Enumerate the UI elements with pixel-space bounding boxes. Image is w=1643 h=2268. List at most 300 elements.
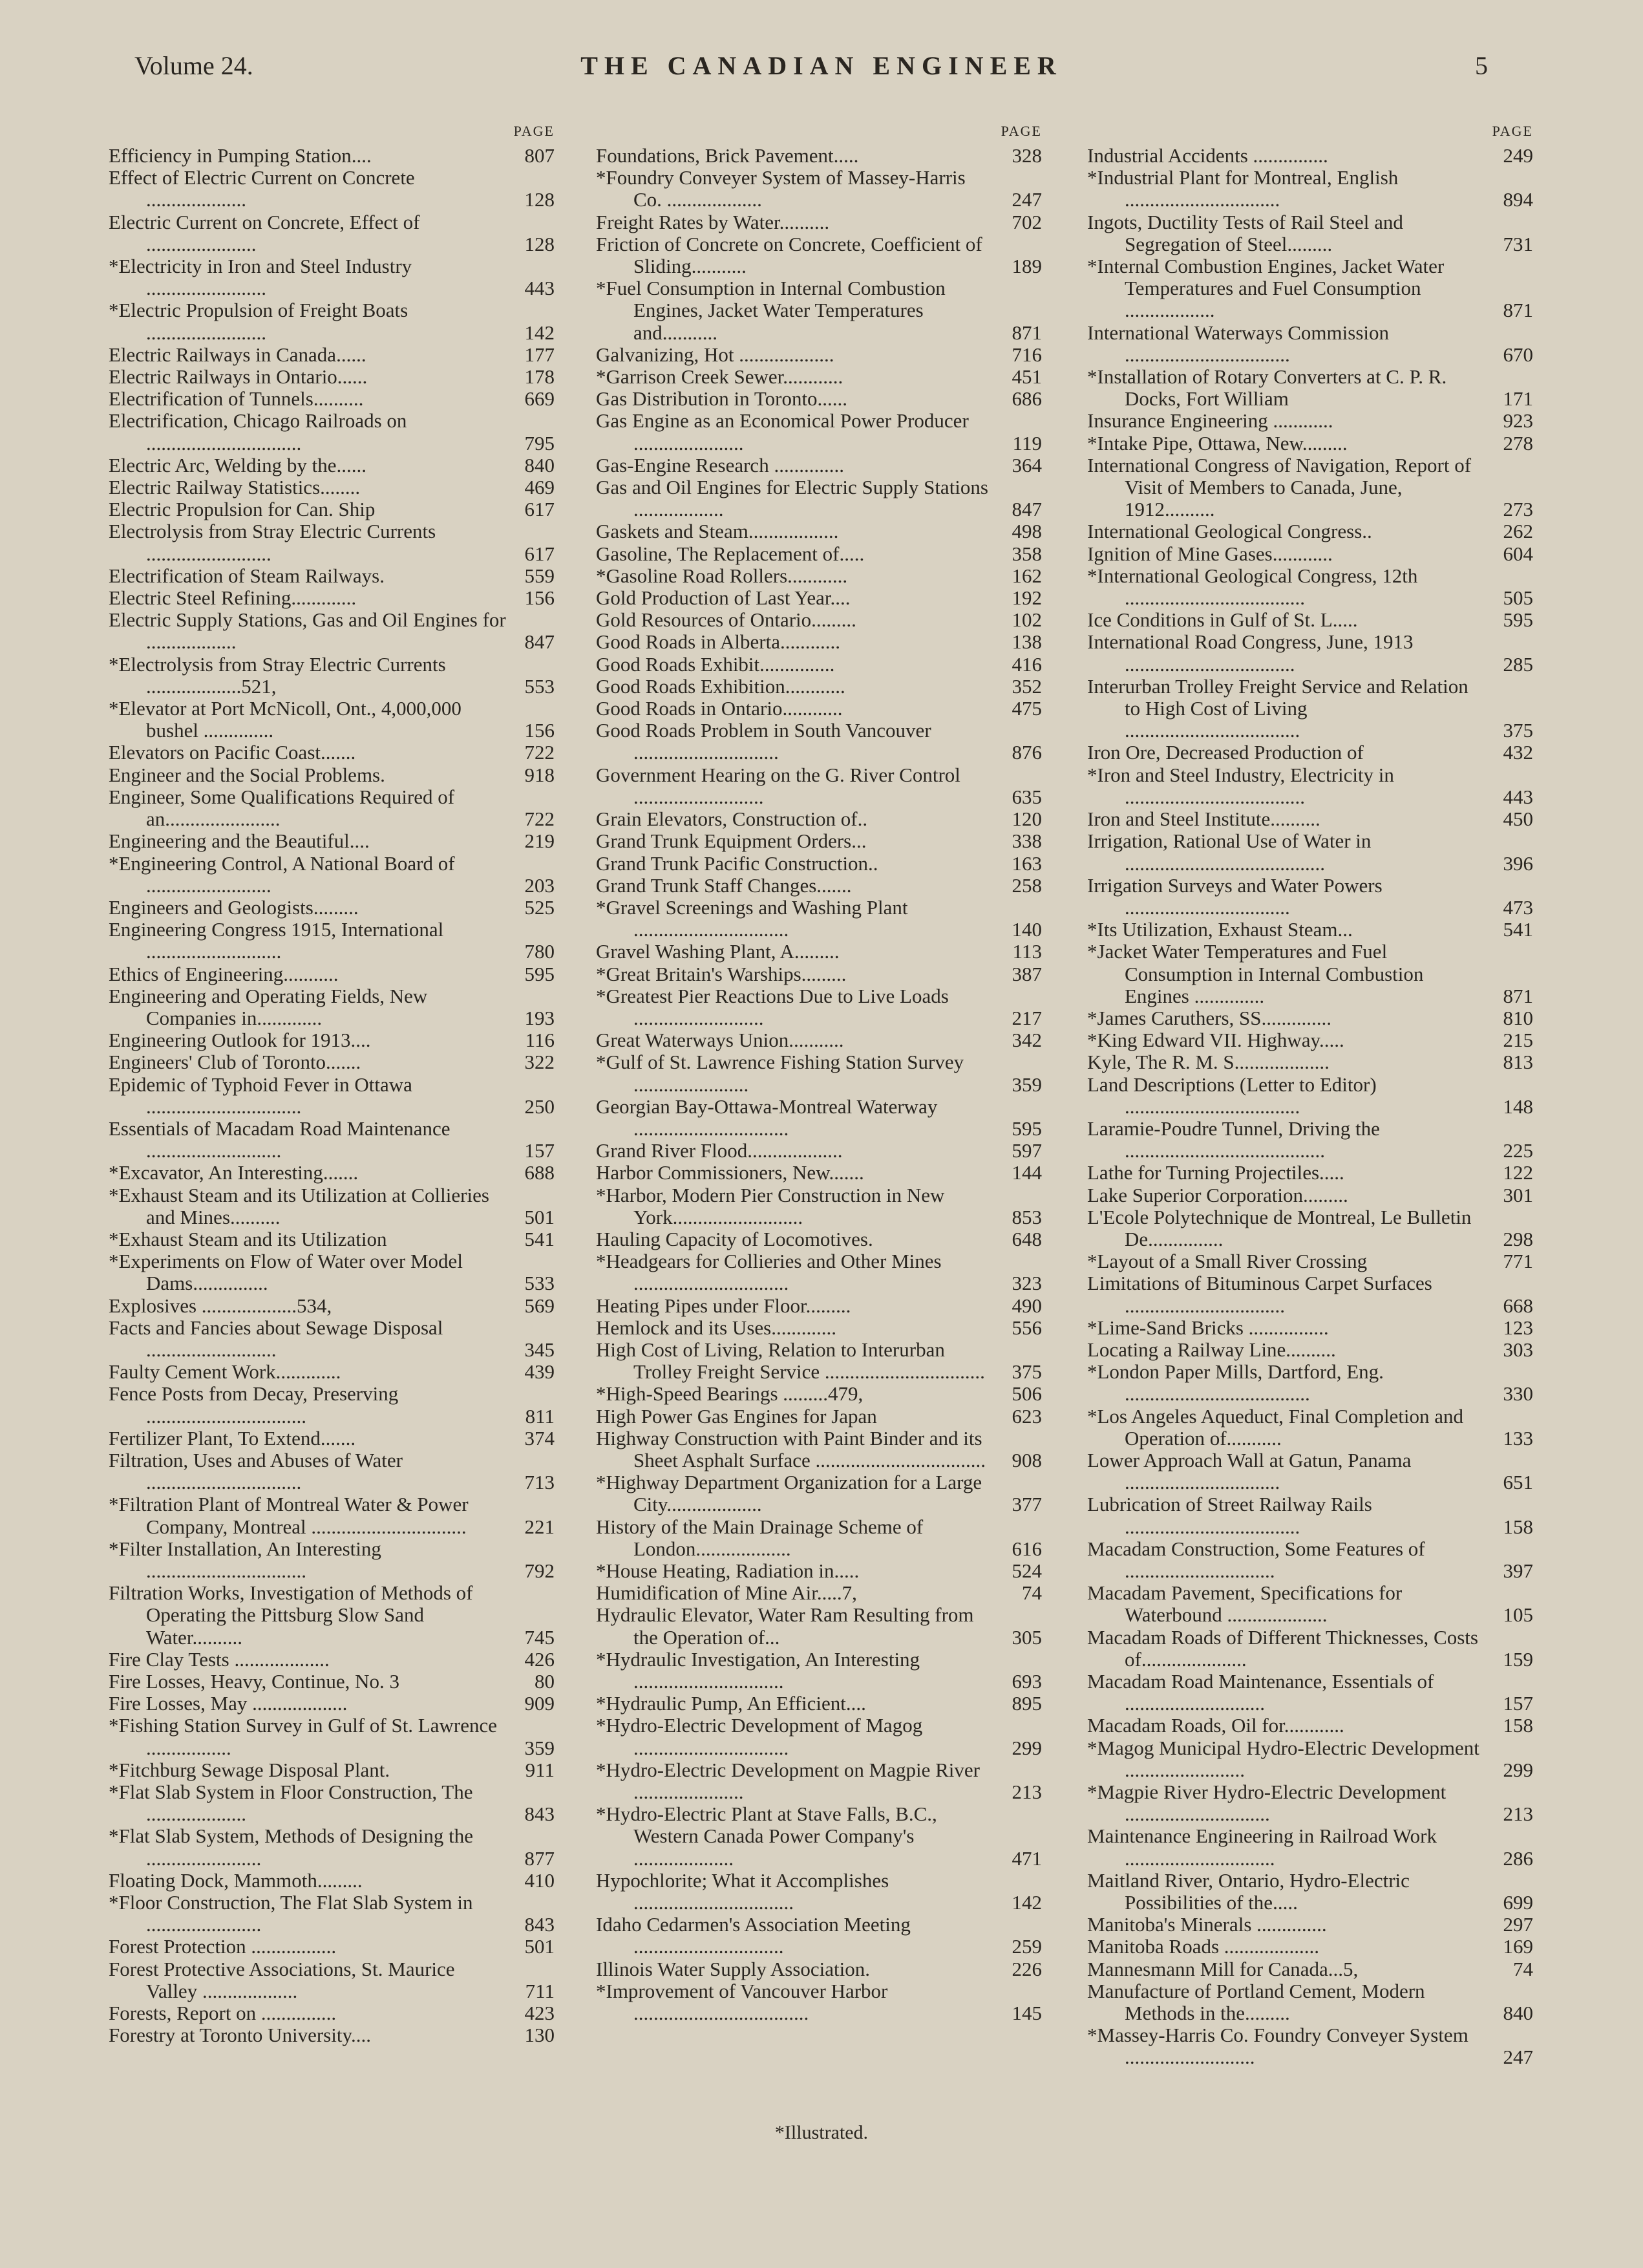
entry-page-number: 301 <box>1503 1183 1533 1206</box>
entry-page-number: 443 <box>1503 785 1533 808</box>
entry-text: *Installation of Rotary Converters at C. P. R. Docks, Fort William <box>1087 365 1447 411</box>
entry-page-number: 358 <box>1012 542 1042 565</box>
entry-text: *Hydro-Electric Plant at Stave Falls, B.C., Western Canada Power Company's .................... <box>596 1803 937 1870</box>
entry-text: Macadam Roads of Different Thicknesses, Costs of..................... <box>1087 1625 1478 1671</box>
index-entry <box>109 897 555 919</box>
index-entry <box>109 1228 555 1250</box>
entry-page-number: 670 <box>1503 343 1533 366</box>
index-entry <box>1087 322 1533 366</box>
entry-page-number: 159 <box>1503 1647 1533 1671</box>
entry-text: *Experiments on Flow of Water over Model Dams............... <box>109 1250 463 1295</box>
index-entry <box>596 1162 1042 1184</box>
index-entry <box>1087 1074 1533 1118</box>
entry-page-number: 853 <box>1012 1205 1042 1228</box>
journal-title: THE CANADIAN ENGINEER <box>580 51 1063 80</box>
entry-page-number: 375 <box>1012 1360 1042 1384</box>
entry-page-number: 193 <box>524 1006 555 1029</box>
entry-text: Georgian Bay-Ottawa-Montreal Waterway ............................... <box>596 1095 938 1140</box>
index-entry <box>1087 455 1533 521</box>
index-entry <box>596 1295 1042 1317</box>
entry-page-number: 322 <box>524 1051 555 1074</box>
index-entry <box>1087 1737 1533 1781</box>
entry-page-number: 840 <box>1503 2002 1533 2025</box>
entry-page-number: 451 <box>1012 365 1042 389</box>
entry-page-number: 810 <box>1503 1006 1533 1029</box>
index-entry <box>109 1825 555 1869</box>
entry-text: Facts and Fancies about Sewage Disposal .......................... <box>109 1316 443 1361</box>
index-entry <box>596 587 1042 609</box>
entry-text: Engineer, Some Qualifications Required of an....................... <box>109 785 455 831</box>
entry-page-number: 595 <box>524 962 555 985</box>
index-entry <box>596 1339 1042 1383</box>
entry-page-number: 192 <box>1012 586 1042 610</box>
entry-text: Government Hearing on the G. River Control .......................... <box>596 763 960 808</box>
index-column-3 <box>1087 123 1533 2069</box>
entry-text: Galvanizing, Hot ................... <box>596 343 834 366</box>
index-entry <box>109 1870 555 1892</box>
entry-text: Land Descriptions (Letter to Editor) ................................... <box>1087 1073 1377 1118</box>
entry-text: Gasoline, The Replacement of..... <box>596 542 865 565</box>
entry-page-number: 918 <box>524 763 555 786</box>
entry-page-number: 113 <box>1012 940 1042 963</box>
entry-page-number: 396 <box>1503 851 1533 875</box>
entry-page-number: 410 <box>524 1868 555 1892</box>
entry-page-number: 423 <box>524 2002 555 2025</box>
index-entry <box>596 277 1042 344</box>
entry-text: *Fishing Station Survey in Gulf of St. Lawrence ................. <box>109 1714 497 1759</box>
entry-page-number: 556 <box>1012 1316 1042 1339</box>
entry-text: *Electric Propulsion of Freight Boats ........................ <box>109 299 408 344</box>
entry-page-number: 908 <box>1012 1448 1042 1471</box>
entry-text: *Lime-Sand Bricks ................ <box>1087 1316 1329 1339</box>
index-entry <box>1087 1029 1533 1051</box>
entry-text: Engineers and Geologists......... <box>109 895 359 919</box>
index-entry <box>109 985 555 1029</box>
entry-page-number: 795 <box>524 431 555 455</box>
entry-page-number: 140 <box>1012 918 1042 941</box>
entry-text: Electric Railway Statistics........ <box>109 476 361 499</box>
entry-text: Essentials of Macadam Road Maintenance ........................... <box>109 1117 450 1162</box>
entry-page-number: 471 <box>1012 1846 1042 1870</box>
entry-text: *Internal Combustion Engines, Jacket Water Temperatures and Fuel Consumption .................. <box>1087 255 1445 322</box>
index-entry <box>596 676 1042 698</box>
entry-text: Forest Protective Associations, St. Maurice Valley ................... <box>109 1957 455 2002</box>
entry-page-number: 894 <box>1503 188 1533 211</box>
entry-page-number: 342 <box>1012 1029 1042 1052</box>
entry-page-number: 877 <box>524 1846 555 1870</box>
index-entry <box>1087 676 1533 742</box>
index-entry <box>109 1958 555 2002</box>
entry-text: *Floor Construction, The Flat Slab System in ....................... <box>109 1891 473 1936</box>
entry-text: *Foundry Conveyer System of Massey-Harris Co. ................... <box>596 166 966 211</box>
index-entry <box>109 2002 555 2024</box>
index-entry <box>1087 1538 1533 1582</box>
entry-page-number: 771 <box>1503 1250 1533 1273</box>
index-entry <box>596 1649 1042 1693</box>
entry-text: Hydraulic Elevator, Water Ram Resulting from the Operation of... <box>596 1603 974 1649</box>
index-entry <box>109 455 555 476</box>
entry-text: Good Roads Exhibition............ <box>596 674 845 698</box>
entry-text: Electrolysis from Stray Electric Currents ......................... <box>109 520 436 565</box>
entry-text: Irrigation Surveys and Water Powers ................................. <box>1087 873 1383 919</box>
page-column-heading: PAGE <box>1492 123 1533 139</box>
index-entry <box>109 1892 555 1936</box>
entry-page-number: 505 <box>1503 586 1533 610</box>
entry-text: Electrification of Tunnels.......... <box>109 387 364 411</box>
entry-page-number: 498 <box>1012 520 1042 543</box>
entry-page-number: 177 <box>524 343 555 366</box>
entry-text: Highway Construction with Paint Binder and its Sheet Asphalt Surface .................................. <box>596 1426 986 1471</box>
entry-page-number: 911 <box>525 1758 555 1781</box>
index-entry <box>596 1184 1042 1228</box>
index-entry <box>109 587 555 609</box>
index-entry <box>596 388 1042 410</box>
index-entry <box>1087 520 1533 542</box>
index-column-2 <box>596 123 1042 2024</box>
entry-text: Insurance Engineering ............ <box>1087 409 1333 433</box>
entry-page-number: 475 <box>1012 697 1042 720</box>
index-entry <box>109 853 555 897</box>
entry-text: Limitations of Bituminous Carpet Surfaces ................................ <box>1087 1272 1432 1317</box>
entry-page-number: 648 <box>1012 1227 1042 1250</box>
entry-text: Irrigation, Rational Use of Water in ........................................ <box>1087 829 1372 875</box>
index-entry <box>1087 1339 1533 1361</box>
entry-text: *Gasoline Road Rollers............ <box>596 564 848 587</box>
index-entry <box>1087 1250 1533 1272</box>
page-column-heading: PAGE <box>1001 123 1042 139</box>
entry-text: *Fitchburg Sewage Disposal Plant. <box>109 1758 390 1781</box>
entry-page-number: 213 <box>1012 1781 1042 1804</box>
entry-page-number: 595 <box>1012 1117 1042 1140</box>
entry-page-number: 145 <box>1012 2002 1042 2025</box>
entry-page-number: 305 <box>1012 1625 1042 1649</box>
index-entry <box>596 830 1042 852</box>
index-entry <box>109 963 555 985</box>
index-entry <box>1087 433 1533 455</box>
entry-text: *Exhaust Steam and its Utilization <box>109 1227 387 1250</box>
entry-page-number: 668 <box>1503 1294 1533 1317</box>
entry-page-number: 541 <box>1503 918 1533 941</box>
index-entry <box>109 1250 555 1294</box>
entry-text: Lathe for Turning Projectiles..... <box>1087 1161 1344 1184</box>
entry-page-number: 298 <box>1503 1227 1533 1250</box>
entry-page-number: 635 <box>1012 785 1042 808</box>
index-entry <box>109 299 555 343</box>
entry-text: Engineering Outlook for 1913.... <box>109 1029 371 1052</box>
entry-page-number: 559 <box>524 564 555 587</box>
entry-text: *Electrolysis from Stray Electric Currents ...................521, <box>109 652 446 698</box>
entry-text: Great Waterways Union........... <box>596 1029 844 1052</box>
entry-page-number: 299 <box>1012 1736 1042 1759</box>
entry-page-number: 595 <box>1503 608 1533 632</box>
entry-page-number: 74 <box>1022 1581 1042 1605</box>
index-entry <box>109 609 555 653</box>
index-entry <box>1087 1406 1533 1450</box>
index-entry <box>1087 1361 1533 1405</box>
index-entry <box>109 830 555 852</box>
index-entry <box>596 1560 1042 1582</box>
index-entry <box>1087 543 1533 565</box>
entry-page-number: 286 <box>1503 1846 1533 1870</box>
index-entry <box>1087 1870 1533 1914</box>
index-entry <box>109 366 555 388</box>
entry-page-number: 303 <box>1503 1338 1533 1361</box>
entry-page-number: 359 <box>1012 1073 1042 1096</box>
entry-page-number: 651 <box>1503 1471 1533 1494</box>
index-entry <box>1087 1118 1533 1162</box>
entry-text: Gas Engine as an Economical Power Producer ...................... <box>596 409 969 455</box>
entry-page-number: 813 <box>1503 1051 1533 1074</box>
index-entry <box>1087 1493 1533 1537</box>
entry-text: Lubrication of Street Railway Rails ................................... <box>1087 1493 1372 1538</box>
entry-page-number: 811 <box>525 1404 555 1428</box>
entry-text: *Garrison Creek Sewer............ <box>596 365 843 389</box>
index-entry <box>596 1140 1042 1162</box>
entry-page-number: 843 <box>524 1913 555 1936</box>
entry-text: Fence Posts from Decay, Preserving ................................ <box>109 1382 399 1428</box>
index-entry <box>596 808 1042 830</box>
entry-text: *Electricity in Iron and Steel Industry ........................ <box>109 255 412 300</box>
entry-page-number: 273 <box>1503 498 1533 521</box>
entry-text: Faulty Cement Work............. <box>109 1360 341 1384</box>
entry-text: Fire Clay Tests ................... <box>109 1647 330 1671</box>
index-entry <box>596 631 1042 653</box>
index-entry <box>596 366 1042 388</box>
entry-page-number: 259 <box>1012 1935 1042 1958</box>
entry-text: Explosives ...................534, <box>109 1294 332 1317</box>
entry-text: Macadam Pavement, Specifications for Waterbound .................... <box>1087 1581 1403 1627</box>
index-entry <box>1087 764 1533 808</box>
index-entry <box>596 543 1042 565</box>
entry-text: Foundations, Brick Pavement..... <box>596 144 859 167</box>
index-entry <box>109 654 555 698</box>
entry-text: Macadam Road Maintenance, Essentials of ............................ <box>1087 1670 1434 1715</box>
index-entry <box>1087 255 1533 322</box>
entry-text: Epidemic of Typhoid Fever in Ottawa ............................... <box>109 1073 412 1118</box>
entry-text: *Flat Slab System, Methods of Designing the ....................... <box>109 1824 474 1870</box>
entry-page-number: 432 <box>1503 741 1533 764</box>
index-entry <box>109 742 555 764</box>
entry-text: Fire Losses, Heavy, Continue, No. 3 <box>109 1670 400 1693</box>
index-entry <box>596 1317 1042 1339</box>
index-entry <box>109 1162 555 1184</box>
index-entry <box>596 897 1042 941</box>
index-entry <box>109 786 555 830</box>
entry-text: Filtration, Uses and Abuses of Water ............................... <box>109 1448 403 1494</box>
entry-text: Ethics of Engineering........... <box>109 962 339 985</box>
entry-text: Manitoba's Minerals .............. <box>1087 1913 1327 1936</box>
entry-page-number: 871 <box>1503 299 1533 322</box>
entry-page-number: 226 <box>1012 1957 1042 1980</box>
entry-text: Engineering and the Beautiful.... <box>109 829 370 853</box>
entry-text: Interurban Trolley Freight Service and Relation to High Cost of Living ................................... <box>1087 674 1468 742</box>
index-entry <box>596 1604 1042 1648</box>
index-entry <box>596 1914 1042 1958</box>
entry-text: *Exhaust Steam and its Utilization at Collieries and Mines.......... <box>109 1183 489 1228</box>
index-entry <box>1087 145 1533 167</box>
entry-page-number: 142 <box>1012 1891 1042 1914</box>
index-entry <box>109 211 555 255</box>
index-entry <box>109 1493 555 1537</box>
entry-text: Gas Distribution in Toronto...... <box>596 387 848 411</box>
entry-text: High Cost of Living, Relation to Interurban Trolley Freight Service ................................ <box>596 1338 985 1384</box>
index-entry <box>596 1428 1042 1471</box>
index-entry <box>1087 1781 1533 1825</box>
index-entry <box>596 764 1042 808</box>
entry-text: *Gravel Screenings and Washing Plant ............................... <box>596 895 908 941</box>
entry-text: Macadam Construction, Some Features of .............................. <box>1087 1537 1425 1582</box>
entry-page-number: 102 <box>1012 608 1042 632</box>
index-entry <box>109 410 555 454</box>
entry-page-number: 745 <box>524 1625 555 1649</box>
entry-text: *London Paper Mills, Dartford, Eng. ..................................... <box>1087 1360 1384 1406</box>
index-entry <box>596 145 1042 167</box>
index-entry <box>596 1980 1042 2024</box>
index-entry <box>109 255 555 299</box>
page-header <box>0 50 1643 89</box>
illustrated-footnote: *Illustrated. <box>774 2122 869 2143</box>
index-entry <box>596 1406 1042 1428</box>
entry-text: Idaho Cedarmen's Association Meeting .............................. <box>596 1913 911 1958</box>
entry-text: Manitoba Roads ................... <box>1087 1935 1320 1958</box>
index-entry <box>596 609 1042 631</box>
entry-text: High Power Gas Engines for Japan <box>596 1404 877 1428</box>
index-entry <box>109 764 555 786</box>
entry-page-number: 359 <box>524 1736 555 1759</box>
entry-page-number: 909 <box>524 1692 555 1715</box>
entry-list <box>1087 145 1533 2069</box>
index-entry <box>1087 941 1533 1007</box>
index-entry <box>596 1958 1042 1980</box>
index-entry <box>109 1538 555 1582</box>
entry-page-number: 203 <box>524 873 555 897</box>
index-entry <box>596 1516 1042 1560</box>
entry-text: *Flat Slab System in Floor Construction, The .................... <box>109 1781 473 1826</box>
index-entry <box>1087 919 1533 941</box>
entry-page-number: 780 <box>524 940 555 963</box>
entry-text: Gas-Engine Research .............. <box>596 453 844 476</box>
index-entry <box>109 2024 555 2046</box>
index-entry <box>596 941 1042 963</box>
entry-text: *Magog Municipal Hydro-Electric Development ........................ <box>1087 1736 1479 1781</box>
entry-text: *Engineering Control, A National Board of ......................... <box>109 851 455 897</box>
index-entry <box>596 167 1042 211</box>
index-entry <box>1087 1958 1533 1980</box>
entry-text: Electrification, Chicago Railroads on ............................... <box>109 409 407 455</box>
entry-page-number: 123 <box>1503 1316 1533 1339</box>
page-column-heading: PAGE <box>513 123 555 139</box>
index-entry <box>1087 1272 1533 1316</box>
index-entry <box>109 698 555 742</box>
entry-page-number: 617 <box>524 542 555 565</box>
entry-page-number: 847 <box>1012 498 1042 521</box>
index-entry <box>1087 1582 1533 1626</box>
entry-page-number: 616 <box>1012 1537 1042 1560</box>
entry-text: Harbor Commissioners, New....... <box>596 1161 864 1184</box>
entry-text: *Hydro-Electric Development on Magpie River ...................... <box>596 1758 980 1804</box>
entry-page-number: 876 <box>1012 741 1042 764</box>
entry-text: *Hydro-Electric Development of Magog ............................... <box>596 1714 923 1759</box>
entry-page-number: 669 <box>524 387 555 411</box>
entry-page-number: 617 <box>524 498 555 521</box>
index-entry <box>596 875 1042 897</box>
index-entry <box>109 919 555 963</box>
entry-page-number: 490 <box>1012 1294 1042 1317</box>
index-entry <box>596 963 1042 985</box>
entry-text: Laramie-Poudre Tunnel, Driving the ........................................ <box>1087 1117 1380 1162</box>
entry-text: *Massey-Harris Co. Foundry Conveyer System .......................... <box>1087 2024 1468 2069</box>
entry-page-number: 156 <box>524 586 555 610</box>
entry-page-number: 443 <box>524 277 555 300</box>
entry-page-number: 247 <box>1012 188 1042 211</box>
entry-page-number: 221 <box>524 1515 555 1538</box>
entry-page-number: 702 <box>1012 210 1042 233</box>
entry-page-number: 501 <box>524 1935 555 1958</box>
entry-text: Hypochlorite; What it Accomplishes ................................ <box>596 1868 889 1914</box>
entry-page-number: 130 <box>524 2024 555 2047</box>
index-entry <box>1087 631 1533 675</box>
entry-text: Electric Railways in Canada...... <box>109 343 366 366</box>
entry-text: *Hydraulic Pump, An Efficient.... <box>596 1692 866 1715</box>
entry-page-number: 623 <box>1012 1404 1042 1428</box>
index-entry <box>1087 1627 1533 1671</box>
entry-page-number: 699 <box>1503 1891 1533 1914</box>
entry-text: Hauling Capacity of Locomotives. <box>596 1227 873 1250</box>
index-entry <box>109 1317 555 1361</box>
index-entry <box>1087 1715 1533 1737</box>
entry-page-number: 426 <box>524 1647 555 1671</box>
entry-text: *Great Britain's Warships......... <box>596 962 847 985</box>
index-entry <box>1087 1671 1533 1715</box>
entry-list <box>109 145 555 2046</box>
entry-text: Engineering Congress 1915, International ........................... <box>109 918 444 963</box>
index-entry <box>109 344 555 366</box>
entry-page-number: 686 <box>1012 387 1042 411</box>
entry-text: Ingots, Ductility Tests of Rail Steel and Segregation of Steel......... <box>1087 210 1403 255</box>
entry-text: Good Roads in Ontario............ <box>596 697 843 720</box>
index-entry <box>109 1295 555 1317</box>
entry-text: Grand Trunk Staff Changes....... <box>596 873 852 897</box>
index-entry <box>596 476 1042 520</box>
entry-text: Gaskets and Steam.................. <box>596 520 839 543</box>
entry-text: Electric Supply Stations, Gas and Oil Engines for .................. <box>109 608 506 654</box>
entry-text: Iron and Steel Institute.......... <box>1087 808 1320 831</box>
entry-page-number: 148 <box>1503 1095 1533 1118</box>
index-entry <box>596 1870 1042 1914</box>
entry-page-number: 250 <box>524 1095 555 1118</box>
entry-page-number: 119 <box>1012 431 1042 455</box>
index-entry <box>596 1693 1042 1715</box>
entry-page-number: 553 <box>524 674 555 698</box>
entry-text: Maitland River, Ontario, Hydro-Electric Possibilities of the..... <box>1087 1868 1410 1914</box>
entry-page-number: 162 <box>1012 564 1042 587</box>
entry-text: Floating Dock, Mammoth......... <box>109 1868 363 1892</box>
entry-text: *King Edward VII. Highway..... <box>1087 1029 1344 1052</box>
index-entry <box>109 145 555 167</box>
entry-page-number: 807 <box>524 144 555 167</box>
entry-text: Grand Trunk Equipment Orders... <box>596 829 867 853</box>
entry-text: Forests, Report on ............... <box>109 2002 337 2025</box>
entry-page-number: 122 <box>1503 1161 1533 1184</box>
index-entry <box>109 1781 555 1825</box>
index-entry <box>109 1936 555 1958</box>
entry-text: Kyle, The R. M. S................... <box>1087 1051 1330 1074</box>
entry-page-number: 74 <box>1513 1957 1533 1980</box>
entry-text: Gold Production of Last Year.... <box>596 586 851 610</box>
index-entry <box>1087 830 1533 874</box>
entry-text: Freight Rates by Water.......... <box>596 210 830 233</box>
entry-text: Friction of Concrete on Concrete, Coefficient of Sliding........... <box>596 232 982 278</box>
